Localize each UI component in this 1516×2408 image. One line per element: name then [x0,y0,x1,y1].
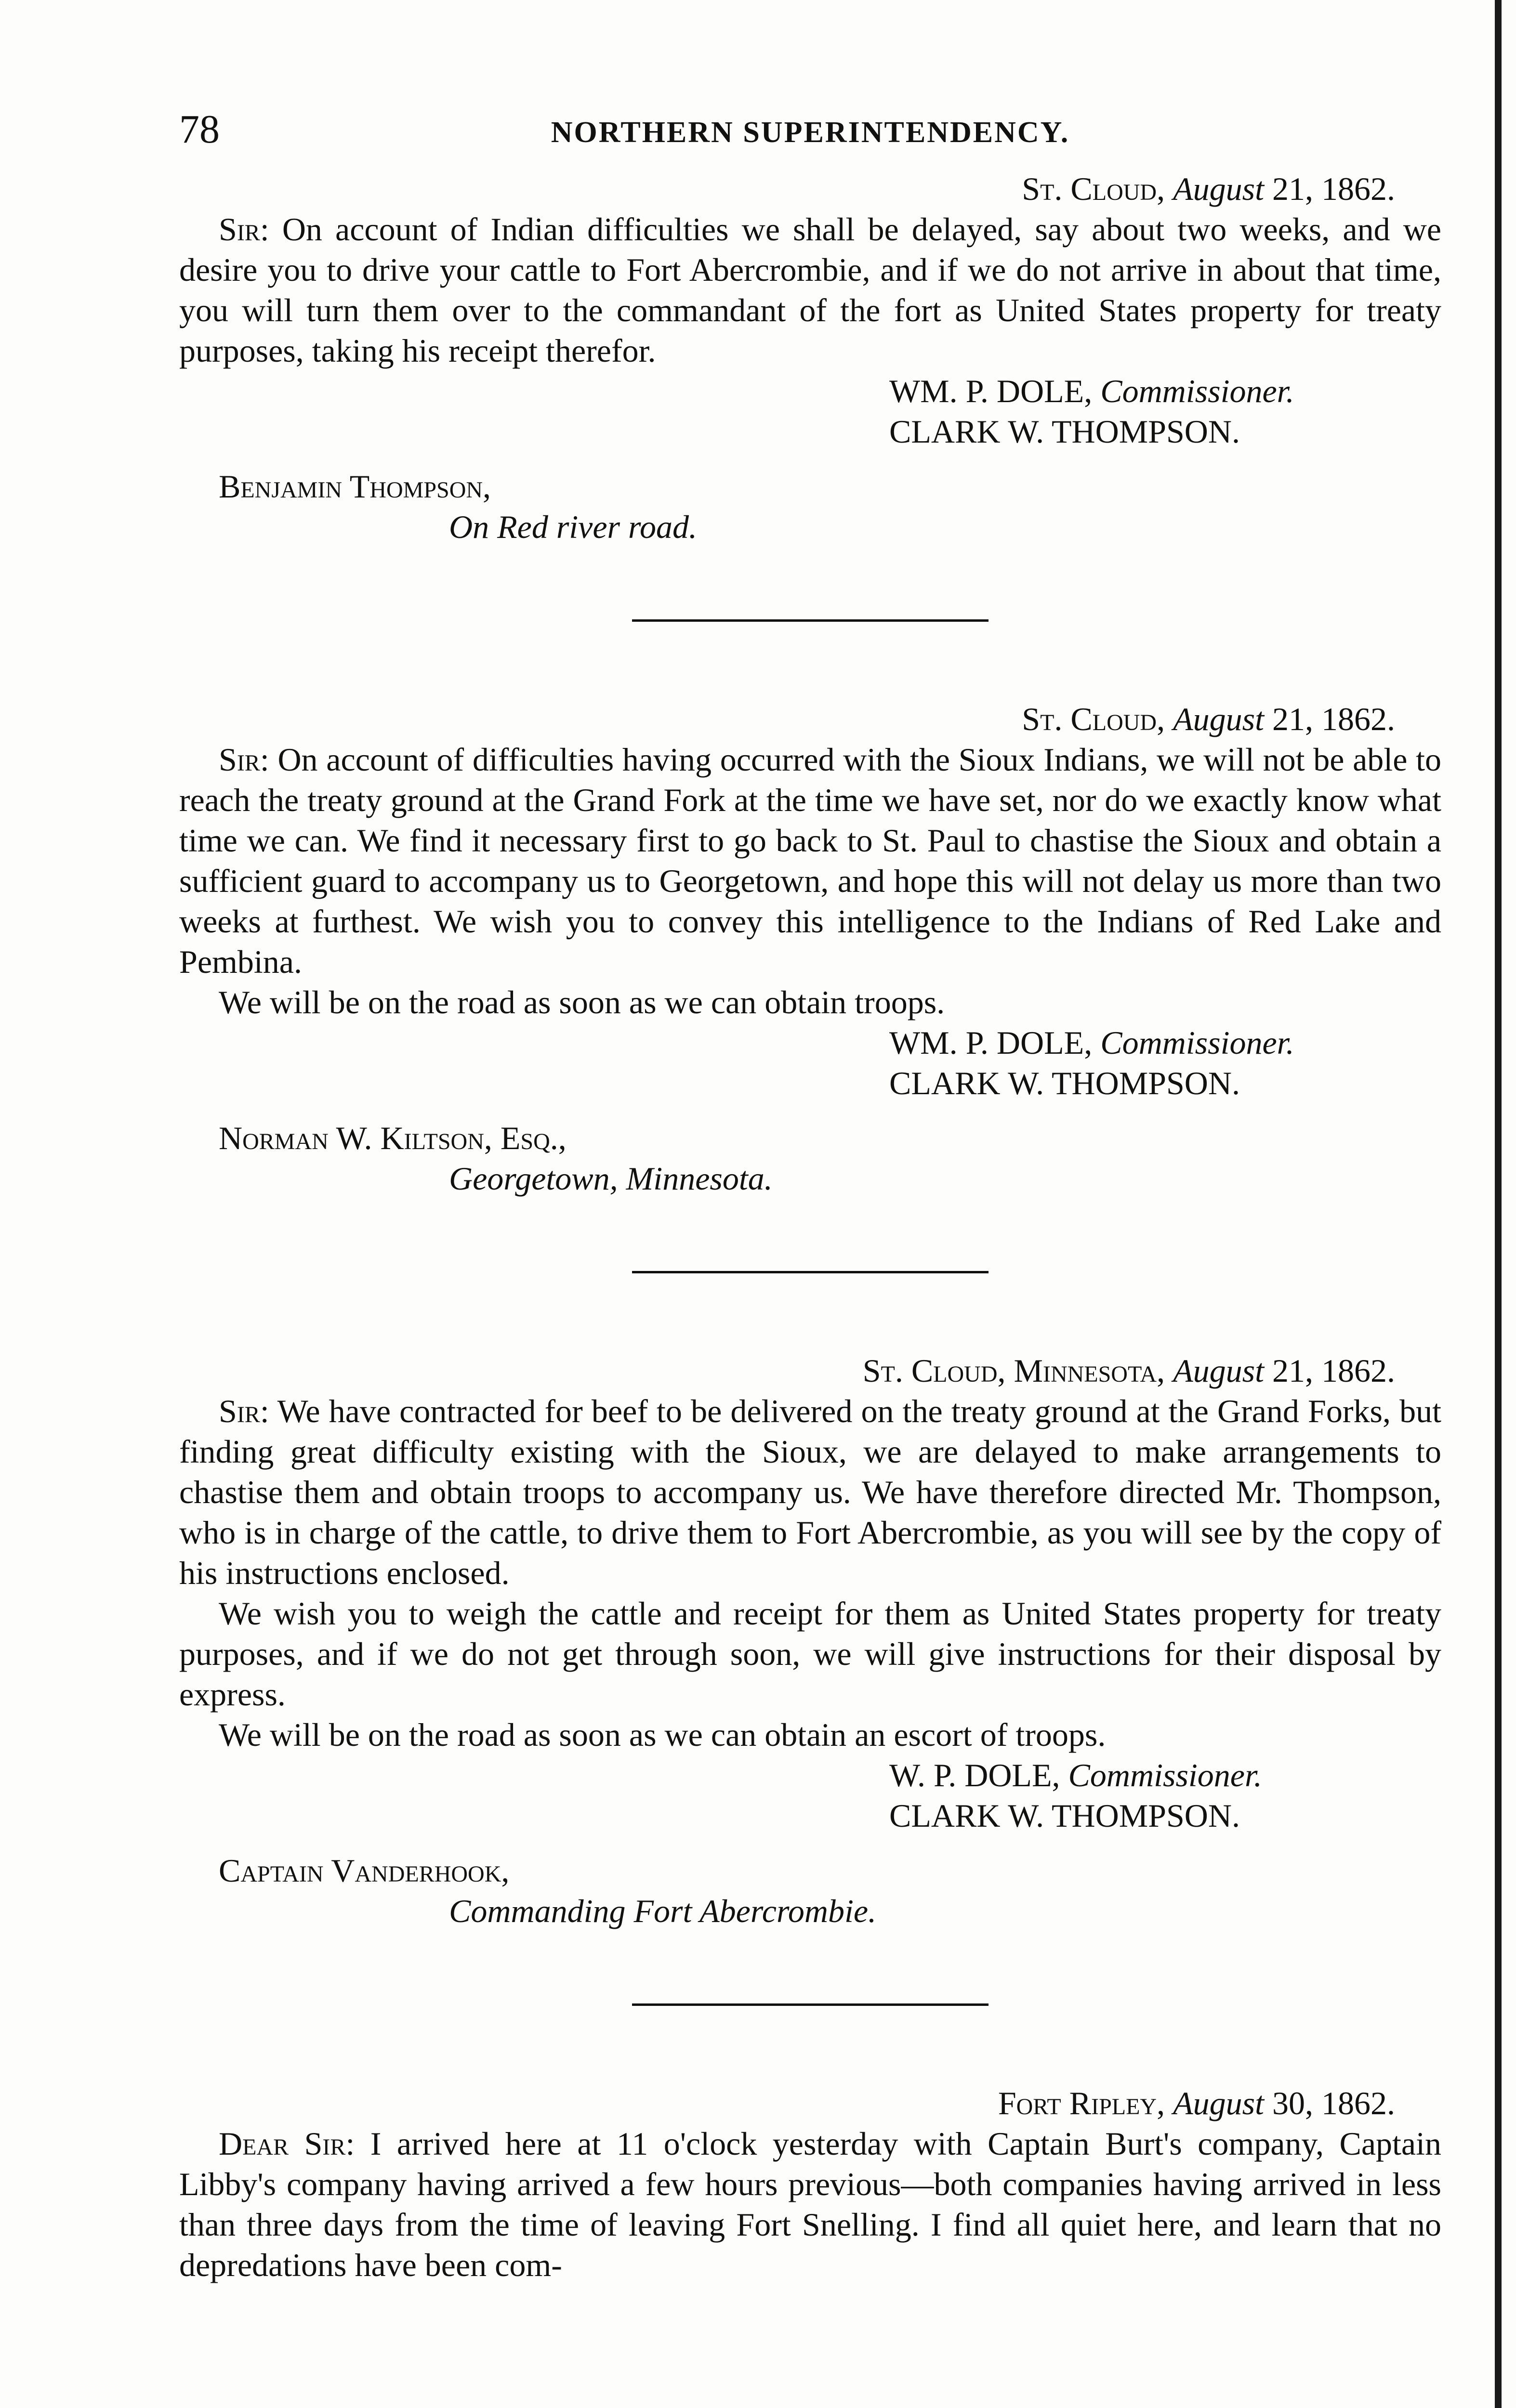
dateline-month: August [1173,2085,1264,2121]
signatory-name: CLARK W. THOMPSON. [889,1797,1240,1834]
letter-body [179,209,1441,371]
paragraph-text: We wish you to weigh the cattle and receipt for them as United States property for treaty purposes, and if we do not get through soon, we will give instructions for their disposal by express. [179,1595,1441,1713]
dateline-month: August [1173,701,1264,737]
salutation: Sir [219,211,260,248]
addressee-name: Norman W. Kiltson, Esq., [219,1120,567,1156]
letter-paragraph [179,209,1441,371]
salutation: Sir [219,1393,260,1429]
dateline-place: St. Cloud, Minnesota, [862,1352,1165,1389]
page-content [179,106,1441,2285]
signatures [889,1755,1441,1836]
letter [179,2083,1441,2285]
dateline-month: August [1173,1352,1264,1389]
paragraph-text: : On account of Indian difficulties we shall be delayed, say about two weeks, and we desire you to drive your cattle to Fort Abercrombie, and if we do not arrive in about that time, you will turn them over to the commandant of the fort as United States property for treaty purposes, taking his receipt therefor. [179,211,1441,369]
letter [179,699,1441,1199]
signatory-name: WM. P. DOLE, [889,1024,1093,1061]
addressee-place: Georgetown, Minnesota. [449,1160,773,1197]
signatures [889,371,1441,452]
dateline [179,699,1441,739]
signature-line [889,1795,1441,1836]
addressee [179,466,1441,547]
signatory-name: WM. P. DOLE, [889,373,1093,409]
dateline-date: 21, 1862. [1272,170,1395,207]
salutation: Dear Sir [219,2125,346,2162]
section-divider [632,1271,989,1273]
letters-container [179,169,1441,2285]
dateline [179,1350,1441,1391]
signatory-title: Commissioner. [1100,373,1294,409]
paragraph-text: We will be on the road as soon as we can obtain troops. [219,984,945,1021]
letter-body [179,739,1441,1022]
signatory-name: CLARK W. THOMPSON. [889,1065,1240,1101]
signature-line [889,1022,1441,1063]
section-divider [632,2003,989,2006]
salutation: Sir [219,741,260,778]
letter [179,169,1441,547]
letter-paragraph [179,2123,1441,2285]
addressee-name: Benjamin Thompson, [219,468,491,505]
signatory-title: Commissioner. [1100,1024,1294,1061]
paragraph-text: : I arrived here at 11 o'clock yesterday with Captain Burt's company, Captain Libby's company having arrived a few hours previous—both companies having arrived in less than three days from the time of leaving Fort Snelling. I find all quiet here, and learn that no depredations have been com- [179,2125,1441,2283]
dateline-date: 21, 1862. [1272,701,1395,737]
addressee-place: Commanding Fort Abercrombie. [449,1893,877,1929]
dateline [179,2083,1441,2123]
signature-line [889,371,1441,411]
dateline-month: August [1173,170,1264,207]
signatures [889,1022,1441,1103]
addressee [179,1850,1441,1931]
letter-paragraph [179,1593,1441,1714]
signature-line [889,411,1441,452]
addressee-name: Captain Vanderhook, [219,1852,510,1889]
dateline-date: 30, 1862. [1272,2085,1395,2121]
signatory-name: CLARK W. THOMPSON. [889,413,1240,450]
letter-body [179,2123,1441,2285]
signatory-title: Commissioner. [1068,1757,1262,1793]
dateline-date: 21, 1862. [1272,1352,1395,1389]
signature-line [889,1063,1441,1103]
section-divider [632,619,989,622]
dateline [179,169,1441,209]
letter-paragraph [179,1714,1441,1755]
scan-edge-right [1495,0,1502,2408]
letter-paragraph [179,982,1441,1022]
letter-paragraph [179,739,1441,982]
dateline-place: Fort Ripley, [998,2085,1165,2121]
signatory-name: W. P. DOLE, [889,1757,1060,1793]
paragraph-text: We will be on the road as soon as we can obtain an escort of troops. [219,1716,1106,1753]
running-head [179,106,1441,169]
addressee-place: On Red river road. [449,509,697,545]
letter-body [179,1391,1441,1755]
paragraph-text: : On account of difficulties having occurred with the Sioux Indians, we will not be able to reach the treaty ground at the Grand Fork at the time we have set, nor do we exactly know what time we can. We find it necessary first to go back to St. Paul to chastise the Sioux and obtain a sufficient guard to accompany us to Georgetown, and hope this will not delay us more than two weeks at furthest. We wish you to convey this intelligence to the Indians of Red Lake and Pembina. [179,741,1441,980]
dateline-place: St. Cloud, [1022,701,1165,737]
addressee [179,1118,1441,1199]
signature-line [889,1755,1441,1795]
running-title: NORTHERN SUPERINTENDENCY. [551,116,1070,149]
letter [179,1350,1441,1931]
dateline-place: St. Cloud, [1022,170,1165,207]
paragraph-text: : We have contracted for beef to be delivered on the treaty ground at the Grand Forks, but finding great difficulty existing with the Sioux, we are delayed to make arrangements to chastise them and obtain troops to accompany us. We have therefore directed Mr. Thompson, who is in charge of the cattle, to drive them to Fort Abercrombie, as you will see by the copy of his instructions enclosed. [179,1393,1441,1591]
page-number: 78 [179,107,220,152]
letter-paragraph [179,1391,1441,1593]
